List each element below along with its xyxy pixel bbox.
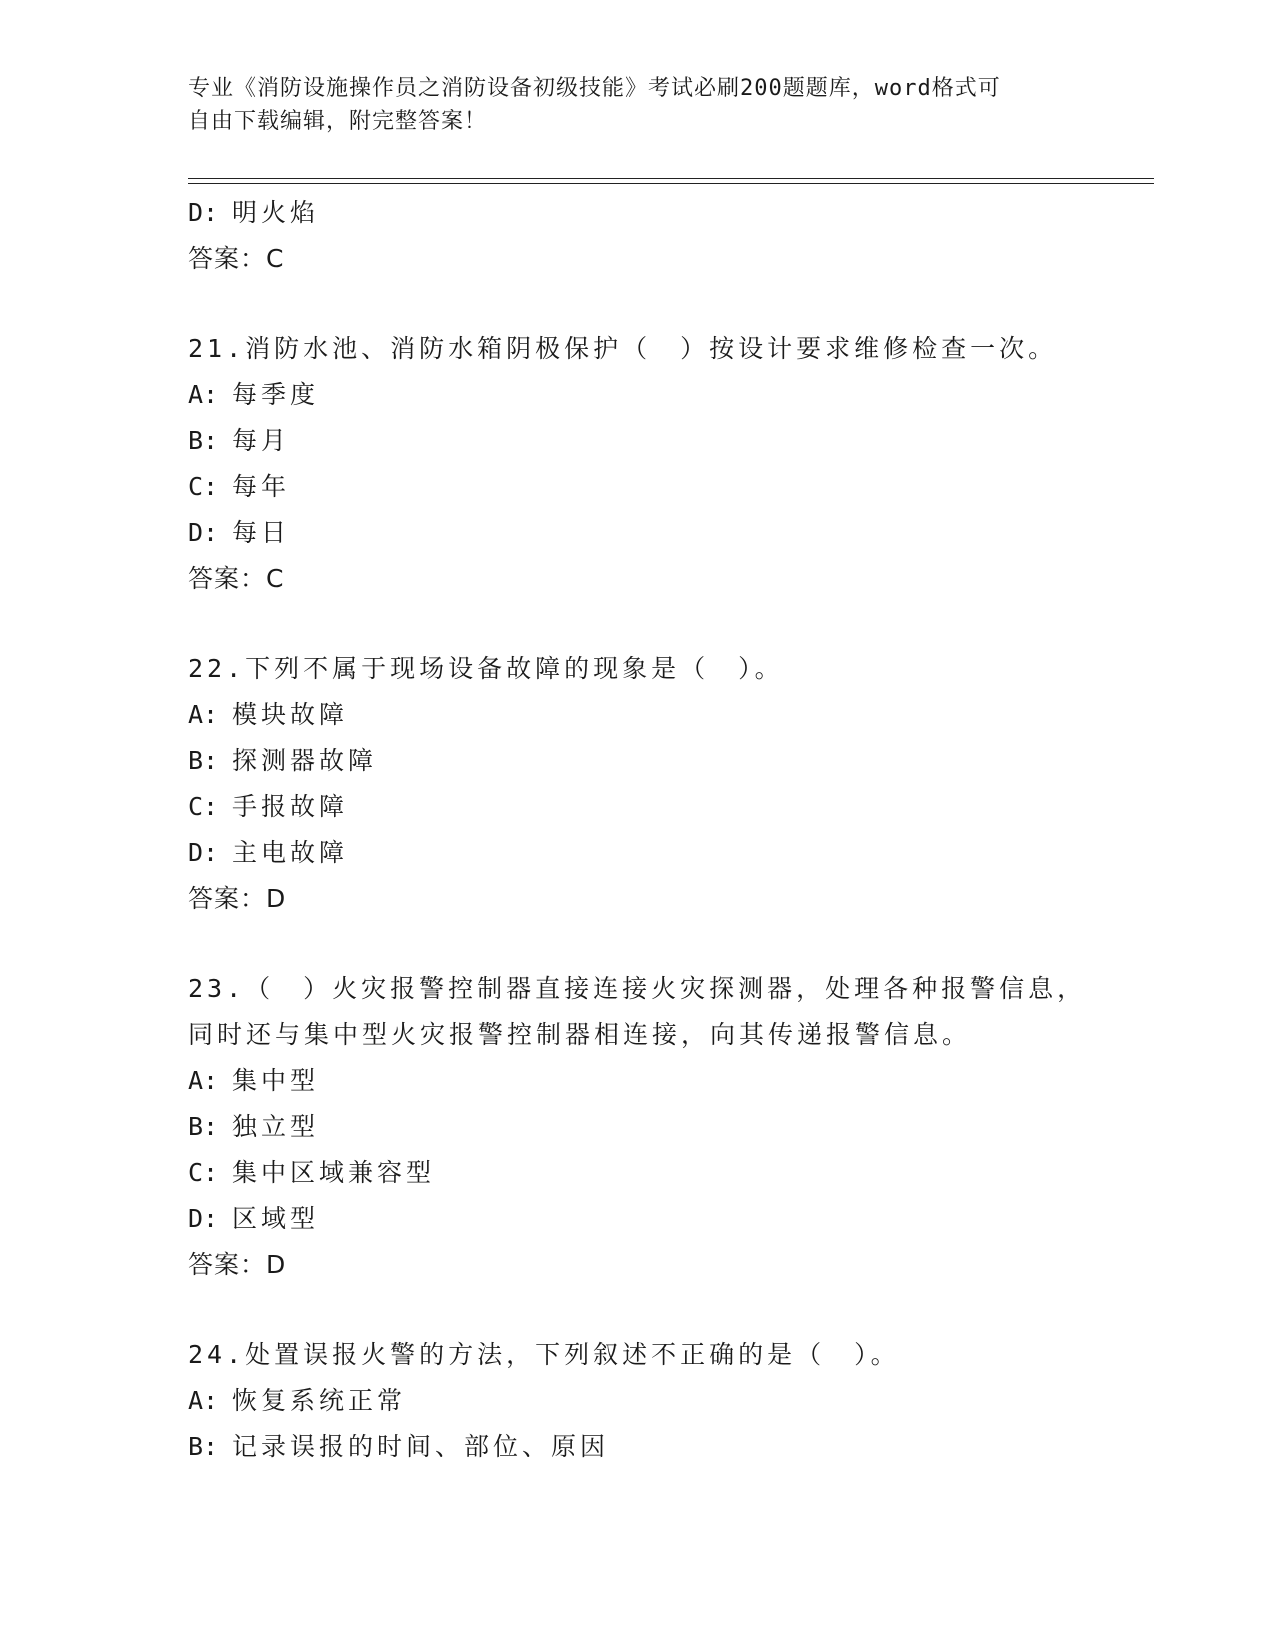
question-21-text: 21.消防水池、消防水箱阴极保护（ ）按设计要求维修检查一次。 — [188, 334, 1058, 363]
header-divider-bottom — [188, 183, 1154, 184]
option-c — [188, 784, 1154, 830]
option-letter: A: — [188, 1386, 219, 1415]
option-text: 每季度 — [232, 380, 320, 409]
option-text: 独立型 — [232, 1112, 320, 1141]
header-divider-top — [188, 178, 1154, 179]
option-text: 集中区域兼容型 — [232, 1158, 436, 1187]
option-a — [188, 372, 1154, 418]
answer-line: 答案：C — [188, 564, 285, 593]
option-d — [188, 510, 1154, 556]
option-letter: A: — [188, 380, 219, 409]
question-23-text — [188, 966, 1088, 1058]
option-letter: A: — [188, 1066, 219, 1095]
option-b — [188, 1104, 1154, 1150]
option-d — [188, 830, 1154, 876]
option-letter: A: — [188, 700, 219, 729]
option-letter: C: — [188, 472, 219, 501]
option-text: 集中型 — [232, 1066, 320, 1095]
question-list — [188, 190, 1154, 1470]
option-letter: B: — [188, 1112, 219, 1141]
option-letter: B: — [188, 1432, 219, 1461]
option-d — [188, 1196, 1154, 1242]
option-letter: B: — [188, 426, 219, 455]
option-d — [188, 190, 1154, 236]
answer-line: 答案：C — [188, 244, 285, 273]
answer-line: 答案：D — [188, 884, 287, 913]
option-text: 模块故障 — [232, 700, 349, 729]
option-text: 区域型 — [232, 1204, 320, 1233]
option-letter: D: — [188, 198, 219, 227]
option-text: 记录误报的时间、部位、原因 — [232, 1432, 610, 1461]
option-a — [188, 1378, 1154, 1424]
option-text: 每月 — [232, 426, 291, 455]
option-letter: D: — [188, 838, 219, 867]
option-letter: B: — [188, 746, 219, 775]
option-a — [188, 692, 1154, 738]
option-text: 明火焰 — [232, 198, 320, 227]
option-b — [188, 738, 1154, 784]
question-23-text-line-1: 23.（ ）火灾报警控制器直接连接火灾探测器，处理各种报警信息， — [188, 974, 1087, 1003]
option-text: 每年 — [232, 472, 291, 501]
question-24-text: 24.处置误报火警的方法，下列叙述不正确的是（ ）。 — [188, 1340, 900, 1369]
option-letter: C: — [188, 1158, 219, 1187]
option-text: 恢复系统正常 — [232, 1386, 407, 1415]
answer-line: 答案：D — [188, 1250, 287, 1279]
option-text: 主电故障 — [232, 838, 349, 867]
option-b — [188, 1424, 1154, 1470]
question-23-text-line-2: 同时还与集中型火灾报警控制器相连接，向其传递报警信息。 — [188, 1020, 972, 1049]
option-text: 手报故障 — [232, 792, 349, 821]
option-letter: C: — [188, 792, 219, 821]
option-c — [188, 464, 1154, 510]
option-text: 探测器故障 — [232, 746, 378, 775]
question-22-text: 22.下列不属于现场设备故障的现象是（ ）。 — [188, 654, 784, 683]
option-letter: D: — [188, 518, 219, 547]
option-c — [188, 1150, 1154, 1196]
document-header — [188, 72, 1068, 138]
option-text: 每日 — [232, 518, 291, 547]
option-b — [188, 418, 1154, 464]
header-title-line-2: 自由下载编辑，附完整答案！ — [188, 109, 488, 134]
option-a — [188, 1058, 1154, 1104]
option-letter: D: — [188, 1204, 219, 1233]
header-title-line-1: 专业《消防设施操作员之消防设备初级技能》考试必刷200题题库，word格式可 — [188, 76, 1001, 101]
